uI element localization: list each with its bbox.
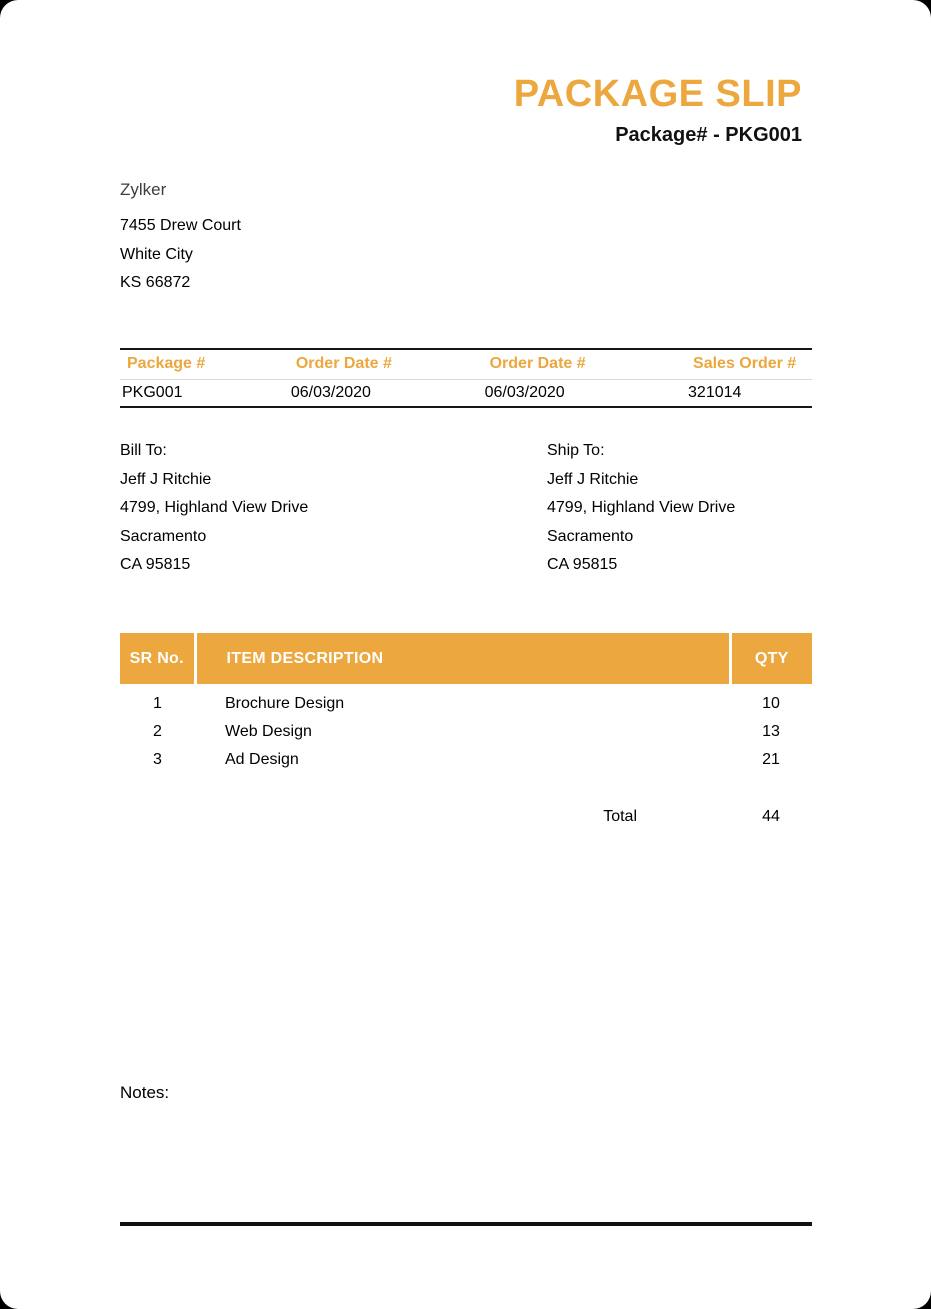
meta-value-row <box>120 379 812 407</box>
meta-header-package: Package # <box>120 349 289 379</box>
bill-to-line: CA 95815 <box>120 556 191 573</box>
ship-to-line: Jeff J Ritchie <box>547 470 639 488</box>
item-sr-no: 1 <box>153 695 162 712</box>
package-number: Package# - PKG001 <box>615 124 802 146</box>
table-row <box>120 684 812 718</box>
bill-to-label: Bill To: <box>120 442 167 459</box>
items-header-row <box>120 633 812 684</box>
meta-value-order-date-1: 06/03/2020 <box>290 383 371 401</box>
table-row <box>120 746 812 774</box>
meta-header-order-date-1: Order Date # <box>289 349 483 379</box>
ship-to-label: Ship To: <box>547 442 605 459</box>
total-row <box>120 804 812 830</box>
bill-to-line: Jeff J Ritchie <box>120 470 212 488</box>
ship-to-line: Sacramento <box>547 527 634 545</box>
company-address-line: KS 66872 <box>120 274 191 291</box>
item-qty: 21 <box>762 751 780 768</box>
line-items-table <box>120 633 812 774</box>
item-description: Brochure Design <box>225 695 345 712</box>
ship-to-line: CA 95815 <box>547 556 618 573</box>
bill-to-line: 4799, Highland View Drive <box>120 499 309 516</box>
addresses-section <box>120 437 812 580</box>
item-qty: 10 <box>762 695 780 712</box>
item-qty: 13 <box>762 723 780 740</box>
package-meta-table <box>120 348 812 408</box>
meta-value-order-date-2: 06/03/2020 <box>484 383 565 401</box>
meta-header-sales-order: Sales Order # <box>686 349 812 379</box>
item-sr-no: 2 <box>153 723 162 740</box>
total-label: Total <box>603 808 637 825</box>
company-name: Zylker <box>120 180 167 199</box>
item-description: Web Design <box>225 723 312 740</box>
item-sr-no: 3 <box>153 751 162 768</box>
meta-header-order-date-2: Order Date # <box>483 349 686 379</box>
item-description: Ad Design <box>225 751 299 768</box>
footer-divider <box>120 1222 812 1226</box>
items-header-qty: QTY <box>730 633 812 684</box>
table-row <box>120 718 812 746</box>
meta-value-sales-order: 321014 <box>688 383 742 401</box>
items-header-description: ITEM DESCRIPTION <box>195 633 730 684</box>
notes-label: Notes: <box>120 1083 170 1102</box>
bill-to-line: Sacramento <box>120 527 207 545</box>
items-header-sr-no: SR No. <box>120 633 195 684</box>
ship-to-line: 4799, Highland View Drive <box>547 499 736 516</box>
bill-to-block <box>120 437 547 580</box>
company-address-block <box>120 178 540 298</box>
meta-header-row <box>120 349 812 379</box>
document-title: PACKAGE SLIP <box>513 73 802 115</box>
meta-value-package: PKG001 <box>122 383 183 401</box>
ship-to-block <box>547 437 812 580</box>
document-header <box>120 74 802 147</box>
company-address-line: White City <box>120 245 193 263</box>
total-qty-value: 44 <box>762 808 780 825</box>
company-address-line: 7455 Drew Court <box>120 217 241 234</box>
